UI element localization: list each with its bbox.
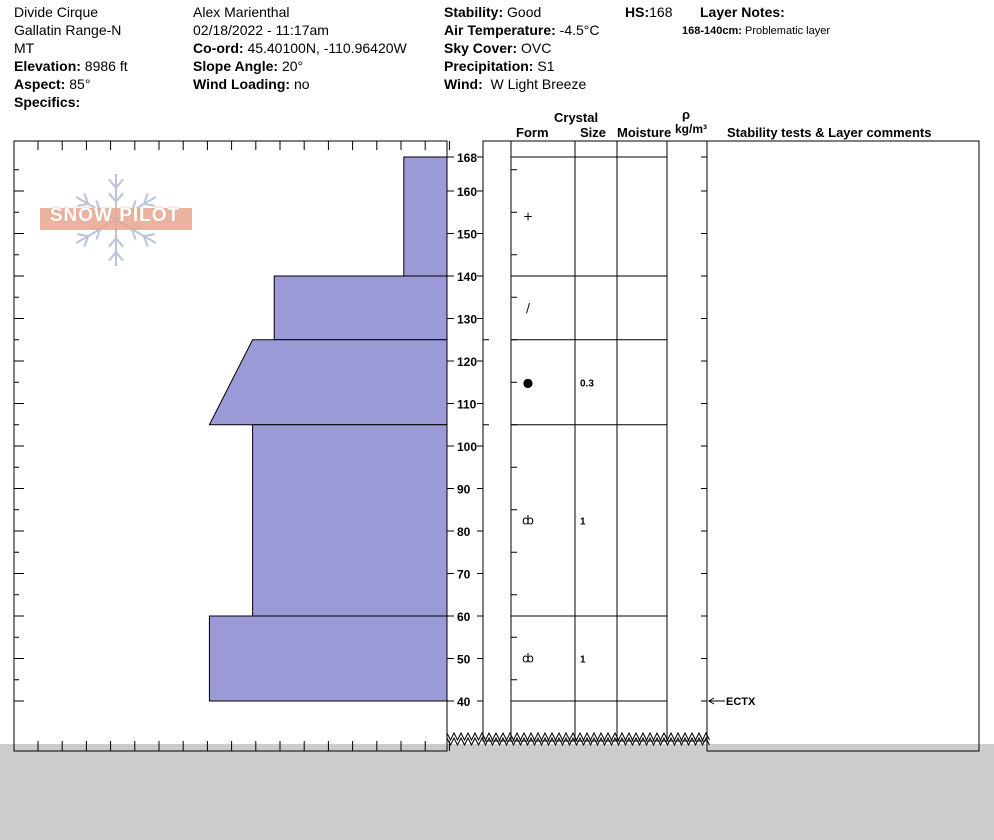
snowflake-branch bbox=[116, 238, 123, 246]
aspect-label: Aspect: bbox=[14, 76, 66, 92]
grain-form-2: ● bbox=[522, 375, 534, 390]
aspect-value: 85° bbox=[69, 76, 91, 92]
elevation-label: Elevation: bbox=[14, 58, 81, 74]
layer-notes-label: Layer Notes: bbox=[700, 4, 785, 20]
observer-name: Alex Marienthal bbox=[193, 4, 290, 20]
layer-note-range: 168-140cm: bbox=[682, 25, 742, 37]
wind-loading-value: no bbox=[293, 76, 310, 92]
stability-label: Stability: bbox=[444, 4, 504, 20]
snowflake-branch bbox=[109, 179, 116, 187]
hardness-bar-1 bbox=[274, 276, 447, 340]
snowflake-branch bbox=[116, 193, 123, 201]
snowflake-branch bbox=[116, 179, 123, 187]
depth-tick-label: 70 bbox=[457, 567, 471, 582]
rho-header: ρ bbox=[682, 107, 691, 122]
hardness-bar-4 bbox=[209, 616, 447, 701]
depth-tick-label: 140 bbox=[457, 270, 478, 284]
location-name: Divide Cirque bbox=[14, 4, 99, 20]
depth-tick-label: 120 bbox=[457, 355, 478, 369]
snowflake-branch bbox=[144, 234, 155, 236]
form-header: Form bbox=[516, 125, 549, 140]
wind-label: Wind: bbox=[444, 76, 483, 92]
grain-size-2: 0.3 bbox=[580, 378, 594, 390]
grain-form-0: + bbox=[522, 209, 534, 224]
stability-tests bbox=[709, 696, 756, 708]
precip-value: S1 bbox=[537, 58, 555, 74]
specifics-label: Specifics: bbox=[14, 94, 81, 110]
snowflake-branch bbox=[109, 252, 116, 260]
crystal-header: Crystal bbox=[554, 110, 599, 125]
test-label-0: ECTX bbox=[726, 696, 756, 708]
comments-frame bbox=[707, 141, 979, 751]
layer-note-text: Problematic layer bbox=[745, 25, 830, 37]
air-temp-label: Air Temperature: bbox=[444, 22, 556, 38]
range-name: Gallatin Range-N bbox=[14, 22, 122, 38]
elevation-value: 8986 ft bbox=[84, 58, 128, 74]
depth-tick-label: 110 bbox=[457, 397, 477, 412]
precip-label: Precipitation: bbox=[444, 58, 534, 74]
moisture-header: Moisture bbox=[617, 125, 672, 140]
depth-tick-label: 90 bbox=[457, 482, 471, 497]
stability-comments-header: Stability tests & Layer comments bbox=[727, 125, 932, 140]
depth-tick-label: 50 bbox=[457, 652, 471, 667]
grain-form-3: ȸ bbox=[522, 513, 534, 528]
sky-label: Sky Cover: bbox=[444, 40, 518, 56]
depth-tick-label: 150 bbox=[457, 227, 478, 242]
slope-value: 20° bbox=[281, 58, 304, 74]
depth-tick-label: 100 bbox=[457, 440, 478, 454]
depth-tick-label: 60 bbox=[457, 610, 471, 624]
air-temp-value: -4.5°C bbox=[559, 22, 600, 38]
depth-tick-label: 40 bbox=[457, 695, 471, 709]
state-name: MT bbox=[14, 40, 35, 56]
observation-datetime: 02/18/2022 - 11:17am bbox=[193, 22, 329, 38]
slope-label: Slope Angle: bbox=[193, 58, 279, 74]
hs-value: 168 bbox=[649, 4, 673, 20]
depth-tick-label: 130 bbox=[457, 312, 478, 327]
depth-tick-label: 160 bbox=[457, 185, 478, 199]
grain-size-3: 1 bbox=[580, 516, 586, 528]
size-header: Size bbox=[580, 125, 607, 140]
snowflake-branch bbox=[109, 238, 116, 246]
snowflake-branch bbox=[116, 252, 123, 260]
grain-form-1: / bbox=[525, 300, 531, 315]
hardness-bar-3 bbox=[253, 425, 447, 616]
snowpilot-logo-text: SNOW PILOT bbox=[49, 205, 181, 226]
hardness-bars bbox=[209, 157, 447, 701]
coord-value: 45.40100N, -110.96420W bbox=[247, 40, 407, 56]
wind-value: W Light Breeze bbox=[490, 76, 587, 92]
depth-tick-label: 168 bbox=[457, 151, 478, 165]
depth-tick-label: 80 bbox=[457, 525, 471, 539]
sky-value: OVC bbox=[521, 40, 552, 56]
snowflake-branch bbox=[109, 193, 116, 201]
grain-size-4: 1 bbox=[580, 654, 586, 666]
hardness-bar-2 bbox=[209, 340, 447, 425]
hardness-bar-0 bbox=[404, 157, 447, 276]
hs-label: HS: bbox=[625, 4, 650, 20]
stability-value: Good bbox=[507, 4, 542, 20]
coord-label: Co-ord: bbox=[193, 40, 244, 56]
grain-form-4: ȸ bbox=[522, 651, 534, 666]
layer-table-frame bbox=[483, 141, 707, 741]
density-unit-header: kg/m³ bbox=[675, 122, 708, 136]
wind-loading-label: Wind Loading: bbox=[193, 76, 291, 92]
snowflake-branch bbox=[77, 234, 88, 236]
